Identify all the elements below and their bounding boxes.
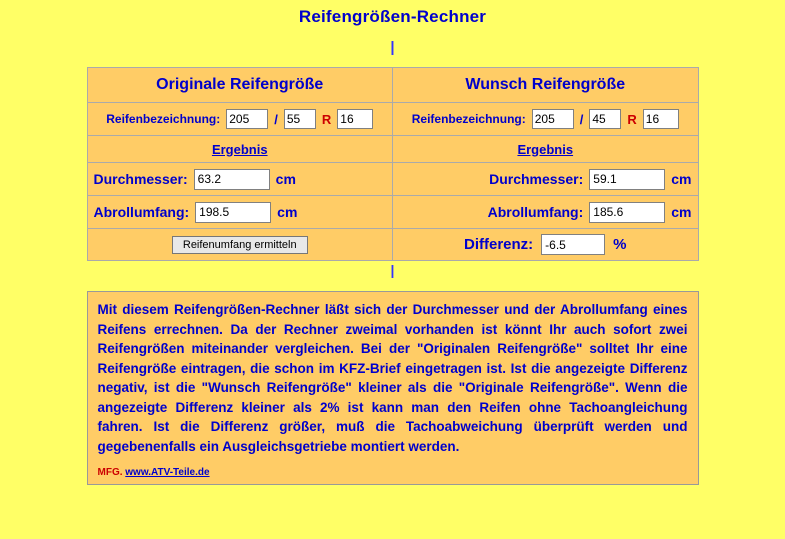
calculator-panel — [87, 67, 699, 261]
table-row-bezeichnung — [87, 103, 698, 136]
unit-durchmesser-original: cm — [275, 171, 296, 187]
output-durchmesser-wunsch[interactable] — [589, 169, 665, 190]
cell-button-original — [87, 229, 393, 261]
footer-line — [98, 467, 688, 478]
output-durchmesser-original[interactable] — [194, 169, 270, 190]
output-abrollumfang-original[interactable] — [195, 202, 271, 223]
cell-durchmesser-original — [87, 163, 393, 196]
unit-abrollumfang-wunsch: cm — [671, 204, 692, 220]
label-bezeichnung-wunsch: Reifenbezeichnung: — [411, 112, 526, 126]
label-durchmesser-wunsch: Durchmesser: — [489, 171, 584, 187]
calculate-button[interactable]: Reifenumfang ermitteln — [172, 236, 308, 254]
output-abrollumfang-wunsch[interactable] — [589, 202, 665, 223]
page-title: Reifengrößen-Rechner — [298, 7, 487, 26]
label-bezeichnung-original: Reifenbezeichnung: — [106, 112, 221, 126]
label-r-wunsch: R — [627, 111, 637, 127]
table-row-action — [87, 229, 698, 261]
table-row-ergebnis — [87, 136, 698, 163]
footer-website-link[interactable]: www.ATV-Teile.de — [125, 466, 210, 478]
label-abrollumfang-wunsch: Abrollumfang: — [487, 204, 584, 220]
cell-bezeichnung-wunsch — [393, 103, 699, 136]
table-row-durchmesser — [87, 163, 698, 196]
column-header-original: Originale Reifengröße — [87, 68, 393, 103]
cell-bezeichnung-original — [87, 103, 393, 136]
input-width-original[interactable] — [226, 109, 268, 129]
cell-differenz-wunsch — [393, 229, 699, 261]
label-ergebnis-wunsch: Ergebnis — [393, 136, 699, 163]
footer-mfg-label: MFG. — [97, 466, 123, 478]
unit-abrollumfang-original: cm — [277, 204, 298, 220]
input-rim-wunsch[interactable] — [643, 109, 679, 129]
cell-durchmesser-wunsch — [393, 163, 699, 196]
output-differenz[interactable] — [541, 234, 605, 255]
text-caret-secondary: | — [390, 262, 395, 278]
label-differenz: Differenz: — [463, 236, 534, 253]
label-durchmesser-original: Durchmesser: — [93, 171, 188, 187]
unit-durchmesser-wunsch: cm — [671, 171, 692, 187]
description-text: Mit diesem Reifengrößen-Rechner läßt sich der Durchmesser und der Abrollumfang eines Reifens errechnen. Da der Rechner zweimal vorhanden ist könnt Ihr auch sofort zwei Reifengrößen miteinander vergleichen. Bei der "Originalen Reifengröße" solltet Ihr eine Reifengröße eintragen, die schon im KFZ-Brief eingetragen ist. Ist die angezeigte Differenz negativ, ist die "Wunsch Reifengröße" kleiner als die "Originale Reifengröße". Wenn die angezeigte Differenz kleiner als 2% ist kann man den Reifen ohne Tachoangleichung fahren. Ist die Differenz größer, muß die Tachoabweichung überprüft werden und gegebenenfalls ein Ausgleichsgetriebe montiert werden. — [97, 302, 688, 454]
input-ratio-original[interactable] — [284, 109, 316, 129]
label-r-original: R — [321, 111, 332, 127]
text-caret: | — [390, 39, 395, 56]
input-rim-original[interactable] — [337, 109, 373, 129]
unit-differenz-percent: % — [613, 236, 627, 253]
separator-slash-wunsch: / — [579, 111, 584, 127]
description-panel — [87, 291, 699, 485]
separator-slash-original: / — [274, 111, 278, 127]
calculator-table — [87, 67, 699, 261]
input-ratio-wunsch[interactable] — [589, 109, 621, 129]
cell-abrollumfang-original — [87, 196, 393, 229]
label-ergebnis-original: Ergebnis — [87, 136, 393, 163]
label-abrollumfang-original: Abrollumfang: — [93, 204, 190, 220]
table-row-headers — [87, 68, 698, 103]
column-header-wunsch: Wunsch Reifengröße — [393, 68, 699, 103]
table-row-abrollumfang — [87, 196, 698, 229]
input-width-wunsch[interactable] — [532, 109, 574, 129]
cell-abrollumfang-wunsch — [393, 196, 699, 229]
